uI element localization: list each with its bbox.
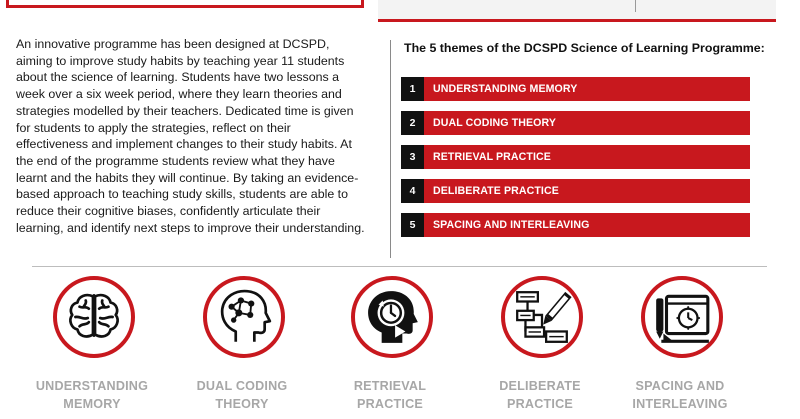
icon-circle: [641, 276, 723, 358]
header-frame-right: [378, 0, 776, 22]
theme-row-2: [401, 111, 750, 135]
icon-caption: [172, 377, 312, 413]
theme-row-3: [401, 145, 750, 169]
caption-line: DELIBERATE: [499, 379, 581, 393]
head-replay-icon: [361, 286, 423, 348]
icon-circle: [501, 276, 583, 358]
caption-line: PRACTICE: [357, 397, 423, 411]
theme-number: 2: [401, 111, 424, 135]
icon-item-dual-coding: [172, 272, 312, 419]
theme-label: UNDERSTANDING MEMORY: [433, 83, 578, 95]
caption-line: UNDERSTANDING: [35, 379, 149, 393]
theme-label: DELIBERATE PRACTICE: [433, 185, 559, 197]
flowchart-pencil-icon: [511, 286, 573, 348]
theme-number: 3: [401, 145, 424, 169]
themes-title: The 5 themes of the DCSPD Science of Learning Programme:: [404, 41, 765, 55]
header-frame-left: [6, 0, 364, 8]
icon-caption: [22, 377, 162, 413]
column-divider: [390, 40, 391, 258]
caption-line: DUAL CODING: [196, 379, 288, 393]
icon-circle: [203, 276, 285, 358]
theme-row-1: [401, 77, 750, 101]
icon-item-retrieval: [320, 272, 460, 419]
theme-number: 4: [401, 179, 424, 203]
calendar-clock-icon: [651, 286, 713, 348]
icon-caption: [470, 377, 610, 413]
brain-icon: [63, 286, 125, 348]
header-divider-tick: [635, 0, 636, 12]
icon-item-deliberate: [470, 272, 610, 419]
theme-row-5: [401, 213, 750, 237]
section-divider: [32, 266, 767, 267]
caption-line: PRACTICE: [507, 397, 573, 411]
caption-line: SPACING AND: [635, 379, 725, 393]
caption-line: MEMORY: [63, 397, 121, 411]
caption-line: RETRIEVAL: [353, 379, 427, 393]
icon-item-spacing: [610, 272, 750, 419]
icon-item-memory: [22, 272, 162, 419]
head-network-icon: [213, 286, 275, 348]
theme-number: 5: [401, 213, 424, 237]
icon-caption: [610, 377, 750, 413]
theme-label: DUAL CODING THEORY: [433, 117, 557, 129]
theme-number: 1: [401, 77, 424, 101]
icon-circle: [53, 276, 135, 358]
caption-line: INTERLEAVING: [632, 397, 728, 411]
icon-circle: [351, 276, 433, 358]
theme-row-4: [401, 179, 750, 203]
icon-caption: [320, 377, 460, 413]
theme-label: RETRIEVAL PRACTICE: [433, 151, 551, 163]
intro-paragraph: An innovative programme has been designed at DCSPD, aiming to improve study habits by teaching year 11 students about the science of learning. Students have two lessons a week over a six week period, where they learn theories and strategies modelled by their teachers. Dedicated time is given for students to apply the strategies, reflect on their effectiveness and implement changes to their study habits. At the end of the programme students review what they have learnt and the habits they will continue. By taking an evidence-based approach to teaching study skills, students are able to reduce their cognitive biases, confidently articulate their learning, and identify next steps to improve their understanding.: [16, 37, 365, 235]
theme-label: SPACING AND INTERLEAVING: [433, 219, 590, 231]
caption-line: THEORY: [215, 397, 269, 411]
